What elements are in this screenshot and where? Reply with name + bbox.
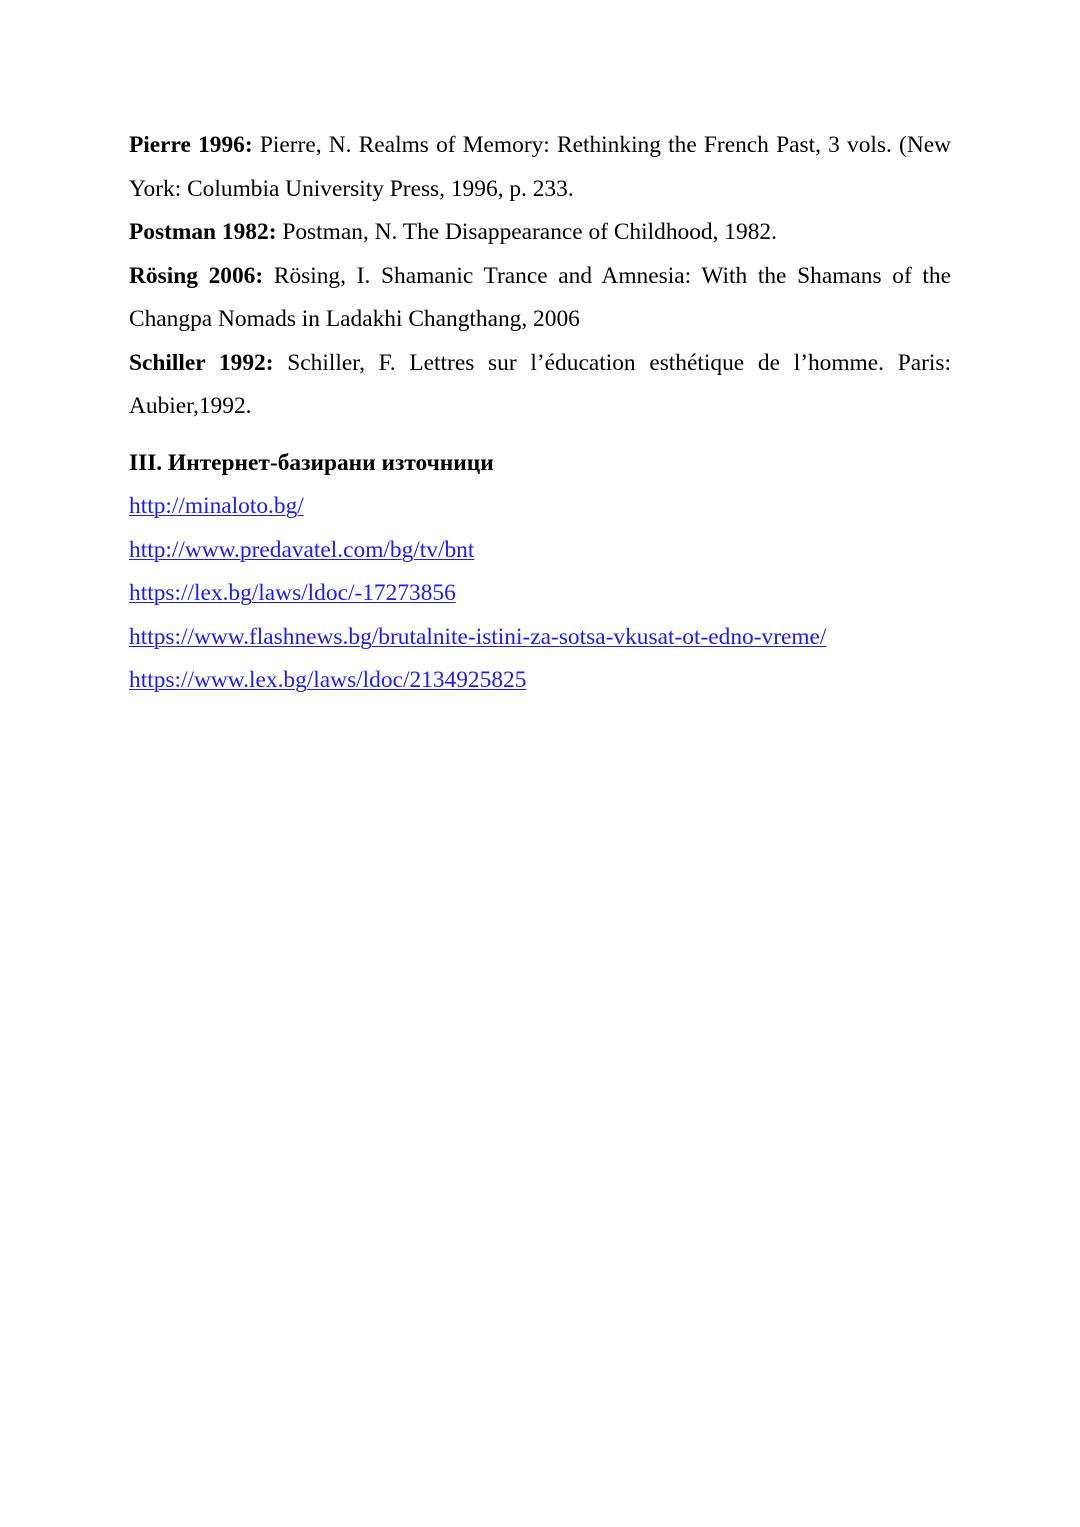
list-item bbox=[129, 485, 951, 529]
reference-text: Rösing, I. Shamanic Trance and Amnesia: With the Shamans of the Changpa Nomads in Ladakhi Changthang, 2006 bbox=[129, 262, 951, 332]
list-item bbox=[129, 659, 951, 703]
list-item bbox=[129, 616, 951, 660]
reference-key: Schiller 1992: bbox=[129, 349, 274, 376]
source-link[interactable]: https://www.lex.bg/laws/ldoc/2134925825 bbox=[129, 667, 527, 693]
page-content bbox=[129, 124, 951, 703]
reference-key: Postman 1982: bbox=[129, 219, 277, 245]
reference-text: Pierre, N. Realms of Memory: Rethinking the French Past, 3 vols. (New York: Columbia University Press, 1996, p. 233. bbox=[129, 132, 951, 202]
source-link[interactable]: http://minaloto.bg/ bbox=[129, 493, 304, 519]
source-link[interactable]: https://lex.bg/laws/ldoc/-17273856 bbox=[129, 580, 456, 606]
reference-entry bbox=[129, 211, 951, 255]
source-link[interactable]: http://www.predavatel.com/bg/tv/bnt bbox=[129, 536, 475, 563]
reference-entry bbox=[129, 342, 951, 429]
reference-entry bbox=[129, 124, 951, 211]
internet-sources-list bbox=[129, 485, 951, 703]
list-item bbox=[129, 529, 951, 573]
reference-key: Pierre 1996: bbox=[129, 132, 253, 158]
list-item bbox=[129, 572, 951, 616]
reference-entry bbox=[129, 255, 951, 342]
source-link[interactable]: https://www.flashnews.bg/brutalnite-istini-za-sotsa-vkusat-ot-edno-vreme/ bbox=[129, 623, 827, 650]
internet-sources-heading: III. Интернет-базирани източници bbox=[129, 449, 494, 476]
reference-text: Schiller, F. Lettres sur l’éducation esthétique de l’homme. Paris: Aubier,1992. bbox=[129, 349, 951, 419]
reference-text: Postman, N. The Disappearance of Childhood, 1982. bbox=[282, 219, 777, 245]
reference-key: Rösing 2006: bbox=[129, 262, 264, 289]
